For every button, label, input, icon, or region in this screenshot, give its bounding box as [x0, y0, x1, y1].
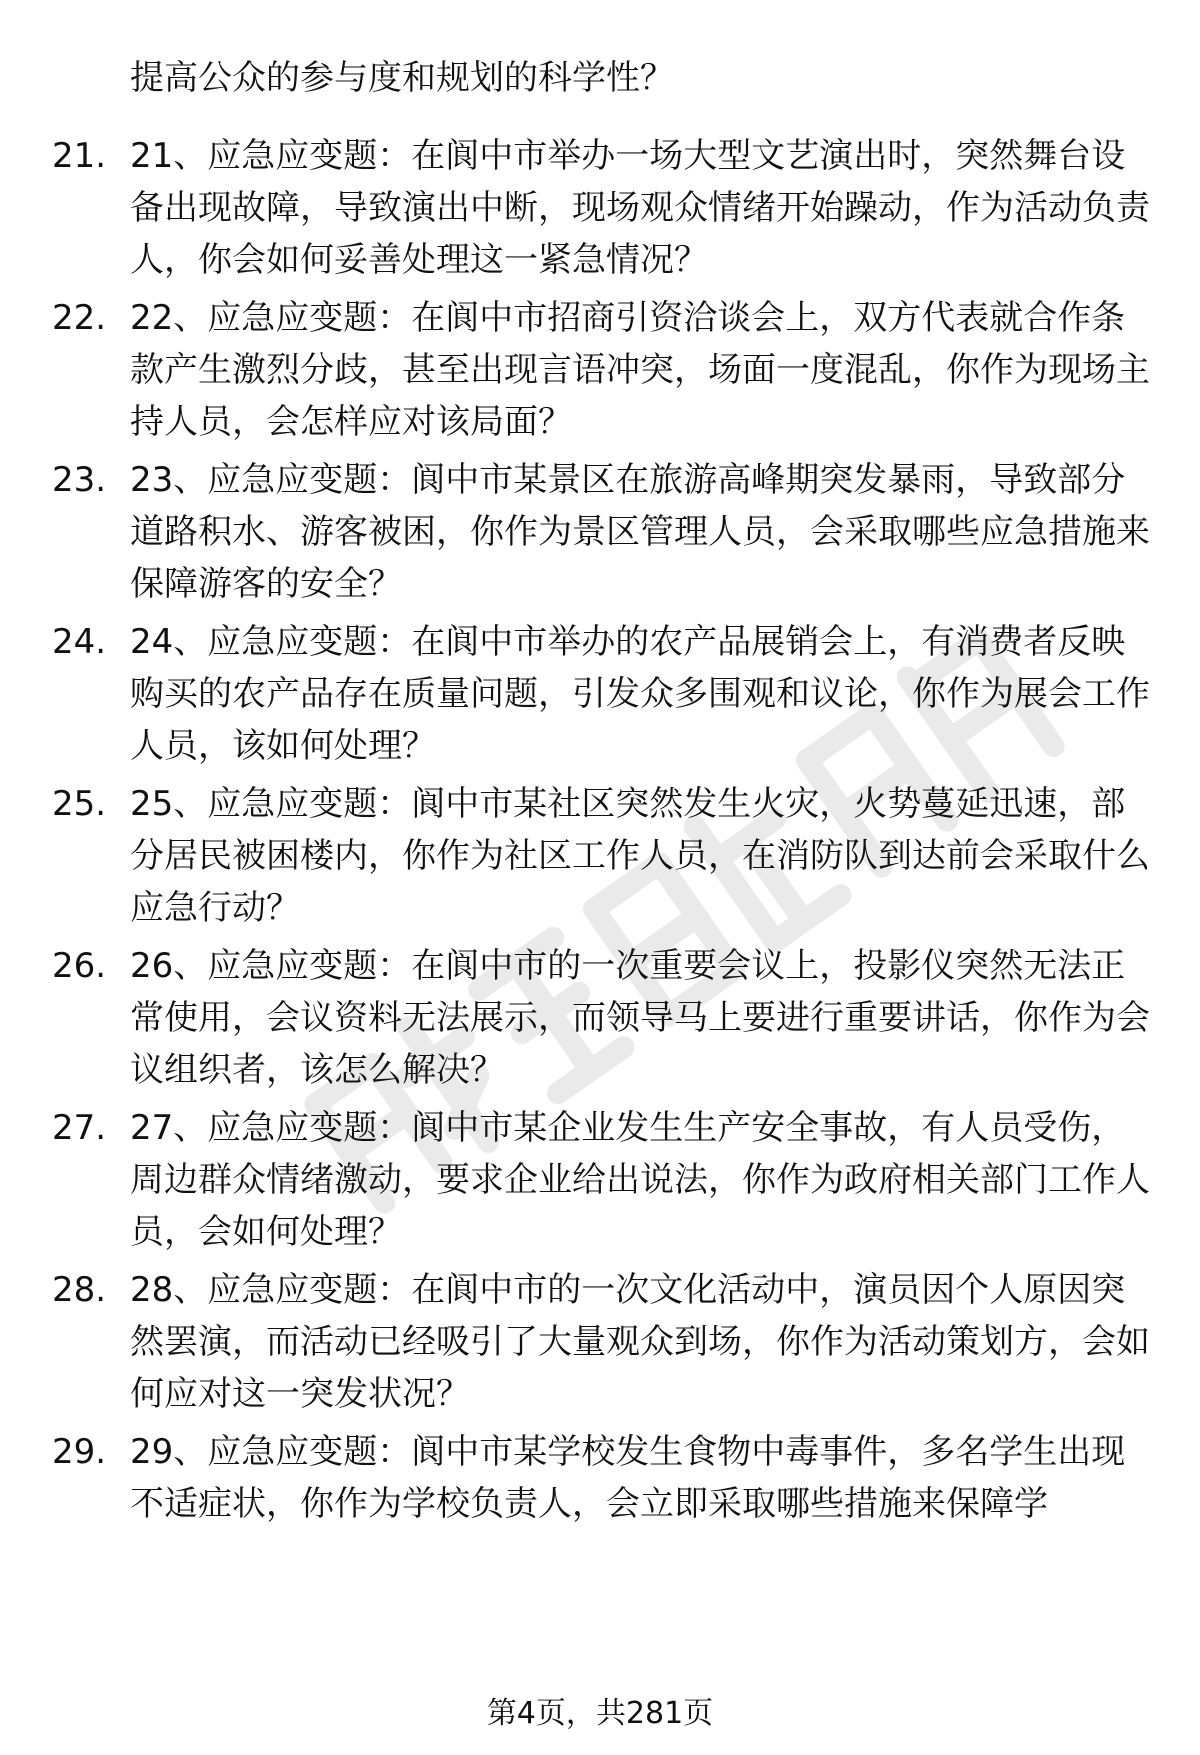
item-number: 28. [52, 1270, 107, 1310]
item-text: 22、应急应变题：在阆中市招商引资洽谈会上，双方代表就合作条款产生激烈分歧，甚至出现言语冲突，场面一度混乱，你作为现场主持人员，会怎样应对该局面？ [130, 298, 1150, 442]
item-number: 25. [52, 784, 107, 824]
item-text: 27、应急应变题：阆中市某企业发生生产安全事故，有人员受伤，周边群众情绪激动，要求企业给出说法，你作为政府相关部门工作人员，会如何处理？ [130, 1108, 1150, 1252]
item-text: 28、应急应变题：在阆中市的一次文化活动中，演员因个人原因突然罢演，而活动已经吸引了大量观众到场，你作为活动策划方，会如何应对这一突发状况？ [130, 1270, 1150, 1414]
item-text: 25、应急应变题：阆中市某社区突然发生火灾，火势蔓延迅速，部分居民被困楼内，你作为社区工作人员，在消防队到达前会采取什么应急行动？ [130, 784, 1150, 928]
item-text: 29、应急应变题：阆中市某学校发生食物中毒事件，多名学生出现不适症状，你作为学校负责人，会立即采取哪些措施来保障学 [130, 1432, 1126, 1524]
item-text: 26、应急应变题：在阆中市的一次重要会议上，投影仪突然无法正常使用，会议资料无法展示，而领导马上要进行重要讲话，你作为会议组织者，该怎么解决？ [130, 946, 1150, 1090]
item-number: 27. [52, 1108, 107, 1148]
item-number: 23. [52, 460, 107, 500]
page-footer: 第4页，共281页 [486, 1696, 714, 1731]
item-number: 22. [52, 298, 107, 338]
item-number: 29. [52, 1432, 107, 1472]
item-text: 24、应急应变题：在阆中市举办的农产品展销会上，有消费者反映购买的农产品存在质量问题，引发众多围观和议论，你作为展会工作人员，该如何处理？ [130, 622, 1150, 766]
item-number: 24. [52, 622, 107, 662]
item-text: 23、应急应变题：阆中市某景区在旅游高峰期突发暴雨，导致部分道路积水、游客被困，你作为景区管理人员，会采取哪些应急措施来保障游客的安全？ [130, 460, 1150, 604]
item-number: 21. [52, 136, 107, 176]
continuation-text: 提高公众的参与度和规划的科学性？ [130, 58, 674, 98]
item-number: 26. [52, 946, 107, 986]
item-text: 21、应急应变题：在阆中市举办一场大型文艺演出时，突然舞台设备出现故障，导致演出中断，现场观众情绪开始躁动，作为活动负责人，你会如何妥善处理这一紧急情况？ [130, 136, 1150, 280]
